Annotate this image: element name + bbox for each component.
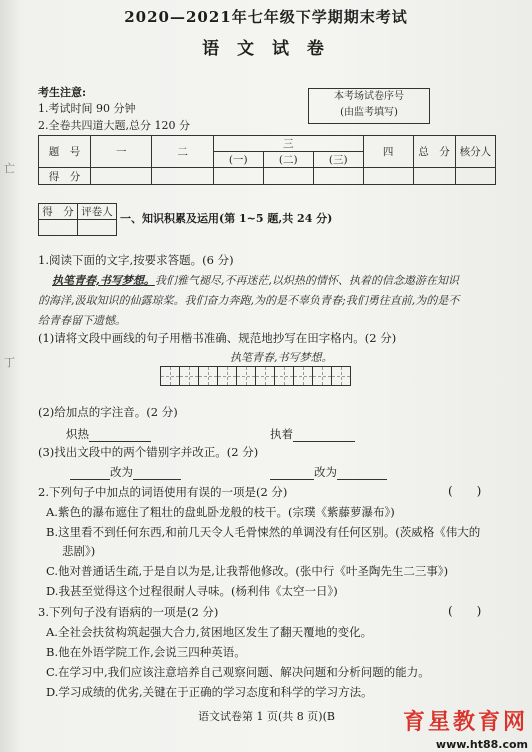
grid-cell[interactable] xyxy=(218,367,237,385)
section1-score-box xyxy=(38,203,117,236)
margin-mark-2: 丁 xyxy=(4,356,15,369)
q3-option-d: D.学习成绩的优劣,关键在于正确的学习态度和科学的学习方法。 xyxy=(46,685,373,699)
col-3: 三 xyxy=(213,136,363,152)
q1-change-label-1: 改为 xyxy=(110,465,133,479)
grid-cell[interactable] xyxy=(161,367,180,385)
q1-wrong-1-blank[interactable] xyxy=(70,469,110,480)
grid-cell[interactable] xyxy=(180,367,199,385)
score-cell-checker[interactable] xyxy=(455,168,495,185)
q1-change-label-2: 改为 xyxy=(314,465,337,479)
section1-score-label: 得 分 xyxy=(39,204,78,220)
q1-passage-line1-rest: 我们雅气褪尽,不再迷茫,以炽热的情怀、执着的信念遨游在知识 xyxy=(154,274,459,287)
grid-cell[interactable] xyxy=(332,367,350,385)
col-1: 一 xyxy=(91,136,152,168)
section1-score-cell[interactable] xyxy=(39,220,78,236)
exam-title: 2020—2021年七年级下学期期末考试 xyxy=(124,8,408,26)
q3-option-a: A.全社会扶贫构筑起强大合力,贫困地区发生了翻天覆地的变化。 xyxy=(46,625,373,639)
score-label: 得 分 xyxy=(39,168,91,185)
score-cell-2[interactable] xyxy=(152,168,213,185)
q1-stem: 1.阅读下面的文字,按要求答题。(6 分) xyxy=(38,253,234,267)
q1-right-1-blank[interactable] xyxy=(133,469,181,480)
grid-cell[interactable] xyxy=(275,367,294,385)
serial-box-line2: (由监考填写) xyxy=(340,107,398,118)
serial-box-line1: 本考场试卷序号 xyxy=(334,91,404,102)
section1-grader-cell[interactable] xyxy=(78,220,117,236)
notice-heading: 考生注意: xyxy=(38,86,87,99)
q1-word2: 执着 xyxy=(270,427,293,441)
score-cell-3a[interactable] xyxy=(213,168,263,185)
section1-title: 一、知识积累及运用(第 1~5 题,共 24 分) xyxy=(120,212,333,225)
section1-grader-label: 评卷人 xyxy=(78,204,117,220)
q2-option-d: D.我甚至觉得这个过程很耐人寻味。(杨利伟《太空一日》) xyxy=(46,584,338,598)
q1-word2-blank[interactable] xyxy=(293,431,355,442)
col-4: 四 xyxy=(363,136,413,168)
col-checker: 核分人 xyxy=(455,136,495,168)
q1-sub2: (2)给加点的字注音。(2 分) xyxy=(38,405,178,419)
col-total: 总 分 xyxy=(413,136,455,168)
q3-answer-bracket[interactable]: ( ) xyxy=(448,604,482,618)
page-footer: 语文试卷第 1 页(共 8 页)(B xyxy=(198,710,335,723)
q1-right-2-blank[interactable] xyxy=(337,469,387,480)
q1-passage-line2: 的海洋,汲取知识的仙露琼桨。我们奋力奔跑,为的是不辜负青春;我们勇往直前,为的是不 xyxy=(38,294,460,307)
q2-option-c: C.他对普通话生疏,于是自以为是,让我帮他修改。(张中行《叶圣陶先生二三事》) xyxy=(46,564,449,578)
grid-cell[interactable] xyxy=(199,367,218,385)
q1-passage-line3: 给青春留下遗憾。 xyxy=(38,314,126,327)
q2-option-b-line1: B.这里看不到任何东西,和前几天令人毛骨悚然的单调没有任何区别。(茨威格《伟大的 xyxy=(46,525,481,539)
grid-cell[interactable] xyxy=(294,367,313,385)
notice-item-1: 1.考试时间 90 分钟 xyxy=(38,102,136,115)
q1-sub3: (3)找出文段中的两个错别字并改正。(2 分) xyxy=(38,445,259,459)
margin-mark-1: 亡 xyxy=(4,162,15,175)
score-cell-3b[interactable] xyxy=(263,168,313,185)
watermark-brand: 育星教育网 xyxy=(402,710,528,735)
grid-cell[interactable] xyxy=(313,367,332,385)
q1-correction-2 xyxy=(270,464,387,480)
site-watermark xyxy=(403,705,528,751)
q2-option-b-line2: 悲剧》) xyxy=(62,544,96,558)
col-3a: (一) xyxy=(213,152,263,168)
col-2: 二 xyxy=(152,136,213,168)
q1-word1-blank[interactable] xyxy=(89,431,151,442)
q1-word1-row xyxy=(66,426,151,442)
q1-correction-1 xyxy=(70,464,181,480)
score-table xyxy=(38,135,496,185)
watermark-url: www.ht88.com xyxy=(435,738,528,751)
q2-stem: 2.下列句子中加点的词语使用有误的一项是(2 分) xyxy=(38,485,288,499)
serial-number-box xyxy=(308,88,430,124)
q1-underlined-sentence: 执笔青春,书写梦想。 xyxy=(52,274,155,287)
col-3c: (三) xyxy=(313,152,363,168)
q1-passage-line1 xyxy=(52,272,459,288)
notice-item-2: 2.全卷共四道大题,总分 120 分 xyxy=(38,119,190,132)
q3-option-b: B.他在外语学院工作,会说三四种英语。 xyxy=(46,645,246,659)
grid-cell[interactable] xyxy=(256,367,275,385)
row-label: 题 号 xyxy=(39,136,91,168)
q1-word1: 炽热 xyxy=(66,427,89,441)
q1-word2-row xyxy=(270,426,355,442)
paper-title: 语 文 试 卷 xyxy=(202,39,330,59)
q2-answer-bracket[interactable]: ( ) xyxy=(448,484,482,498)
q3-stem: 3.下列句子没有语病的一项是(2 分) xyxy=(38,605,219,619)
score-cell-4[interactable] xyxy=(363,168,413,185)
score-cell-1[interactable] xyxy=(91,168,152,185)
grid-cell[interactable] xyxy=(237,367,256,385)
q1-copy-model: 执笔青春,书写梦想。 xyxy=(230,351,333,364)
q1-sub1: (1)请将文段中画线的句子用楷书准确、规范地抄写在田字格内。(2 分) xyxy=(38,331,397,345)
score-cell-3c[interactable] xyxy=(313,168,363,185)
q3-option-c: C.在学习中,我们应该注意培养自己观察问题、解决问题和分析问题的能力。 xyxy=(46,665,430,679)
tianzige-grid[interactable] xyxy=(160,366,351,386)
col-3b: (二) xyxy=(263,152,313,168)
q2-option-a: A.紫色的瀑布遮住了粗壮的盘虬卧龙般的枝干。(宗璞《紫藤萝瀑布》) xyxy=(46,505,395,519)
q1-wrong-2-blank[interactable] xyxy=(270,469,314,480)
score-cell-total[interactable] xyxy=(413,168,455,185)
